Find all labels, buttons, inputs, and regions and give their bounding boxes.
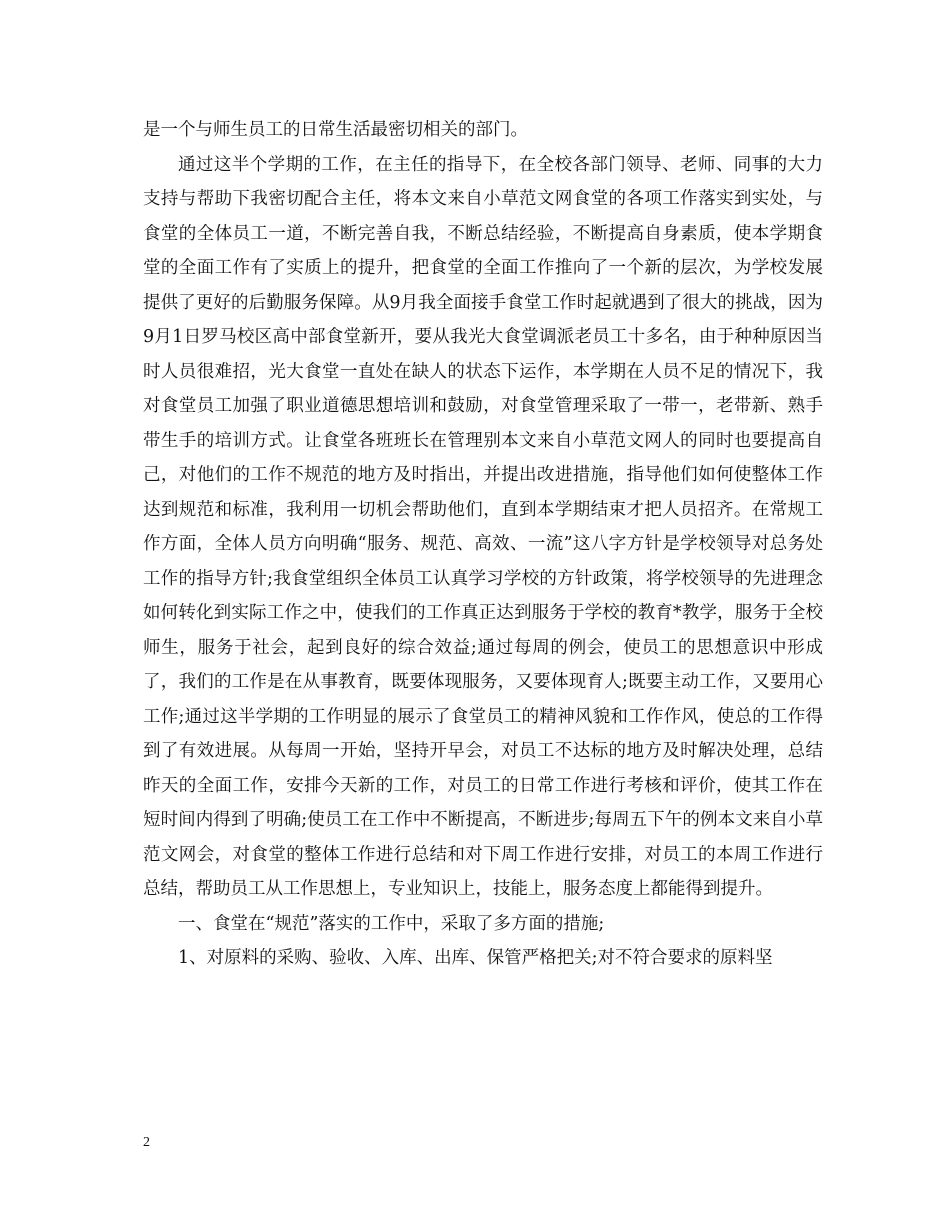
paragraph-1: 是一个与师生员工的日常生活最密切相关的部门。 (143, 120, 528, 140)
document-body (143, 113, 823, 976)
paragraph-4: 1、对原料的采购、验收、入库、出库、保管严格把关;对不符合要求的原料坚 (178, 948, 773, 968)
paragraph-2: 通过这半个学期的工作，在主任的指导下，在全校各部门领导、老师、同事的大力支持与帮助下我密切配合主任，将本文来自小草范文网食堂的各项工作落实到实处，与食堂的全体员工一道，不断完善自我，不断总结经验，不断提高自身素质，使本学期食堂的全面工作有了实质上的提升，把食堂的全面工作推向了一个新的层次，为学校发展提供了更好的后勤服务保障。从9月我全面接手食堂工作时起就遇到了很大的挑战，因为9月1日罗马校区高中部食堂新开，要从我光大食堂调派老员工十多名，由于种种原因当时人员很难招，光大食堂一直处在缺人的状态下运作，本学期在人员不足的情况下，我对食堂员工加强了职业道德思想培训和鼓励，对食堂管理采取了一带一，老带新、熟手带生手的培训方式。让食堂各班班长在管理别本文来自小草范文网人的同时也要提高自己，对他们的工作不规范的地方及时指出，并提出改进措施，指导他们如何使整体工作达到规范和标准，我利用一切机会帮助他们，直到本学期结束才把人员招齐。在常规工作方面，全体人员方向明确“服务、规范、高效、一流”这八字方针是学校领导对总务处工作的指导方针;我食堂组织全体员工认真学习学校的方针政策，将学校领导的先进理念如何转化到实际工作之中，使我们的工作真正达到服务于学校的教育*教学，服务于全校师生，服务于社会，起到良好的综合效益;通过每周的例会，使员工的思想意识中形成了，我们的工作是在从事教育，既要体现服务，又要体现育人;既要主动工作，又要用心工作;通过这半学期的工作明显的展示了食堂员工的精神风貌和工作作风，使总的工作得到了有效进展。从每周一开始，坚持开早会，对员工不达标的地方及时解决处理，总结昨天的全面工作，安排今天新的工作，对员工的日常工作进行考核和评价，使其工作在短时间内得到了明确;使员工在工作中不断提高，不断进步;每周五下午的例本文来自小草范文网会，对食堂的整体工作进行总结和对下周工作进行安排，对员工的本周工作进行总结，帮助员工从工作思想上，专业知识上，技能上，服务态度上都能得到提升。 (143, 154, 823, 899)
paragraph-3: 一、食堂在“规范”落实的工作中，采取了多方面的措施; (178, 913, 605, 934)
page-number: 2 (143, 1135, 150, 1150)
